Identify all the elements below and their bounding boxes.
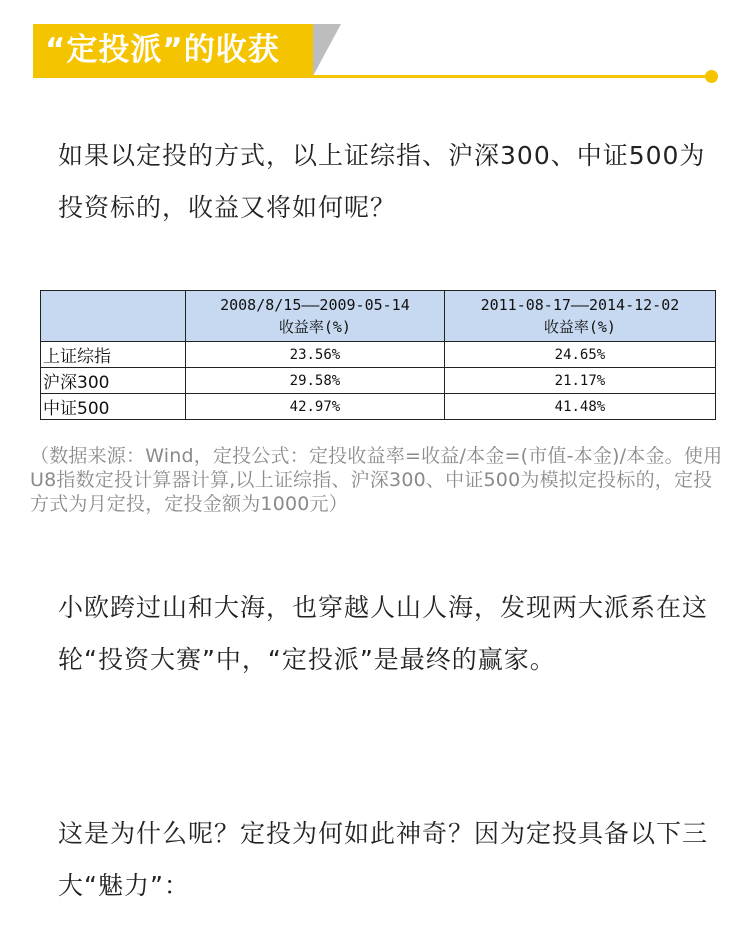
header-fold-corner [313,24,341,76]
column-header-metric: 收益率(%) [543,318,616,336]
column-header-metric: 收益率(%) [278,318,351,336]
table-row [41,368,716,394]
table-cell: 42.97% [186,394,445,420]
table-row [41,394,716,420]
header-dot [705,70,718,83]
table-cell: 21.17% [444,368,715,394]
source-note: （数据来源：Wind，定投公式：定投收益率=收益/本金=(市值-本金)/本金。使用U8指数定投计算器计算,以上证综指、沪深300、中证500为模拟定投标的，定投方式为月定投，定投金额为1000元） [30,445,723,515]
table-cell: 29.58% [186,368,445,394]
row-label: 上证综指 [41,342,186,368]
table-cell: 24.65% [444,342,715,368]
table-header-row [41,291,716,342]
row-label: 沪深300 [41,368,186,394]
returns-table [40,290,716,420]
column-header-period: 2011-08-17——2014-12-02 [480,296,680,314]
table-cell: 41.48% [444,394,715,420]
table-row [41,342,716,368]
header-underline [33,75,711,78]
table-cell: 23.56% [186,342,445,368]
section-header [33,24,721,84]
intro-paragraph: 如果以定投的方式，以上证综指、沪深300、中证500为投资标的，收益又将如何呢？ [58,141,706,222]
column-header-period: 2008/8/15——2009-05-14 [220,296,410,314]
column-header [444,291,715,342]
column-header [186,291,445,342]
conclusion-paragraph: 小欧跨过山和大海，也穿越人山人海，发现两大派系在这轮“投资大赛”中，“定投派”是最终的赢家。 [58,593,709,674]
question-paragraph: 这是为什么呢？定投为何如此神奇？因为定投具备以下三大“魅力”： [58,819,709,900]
corner-cell [41,291,186,342]
section-title: “定投派”的收获 [33,24,313,76]
row-label: 中证500 [41,394,186,420]
